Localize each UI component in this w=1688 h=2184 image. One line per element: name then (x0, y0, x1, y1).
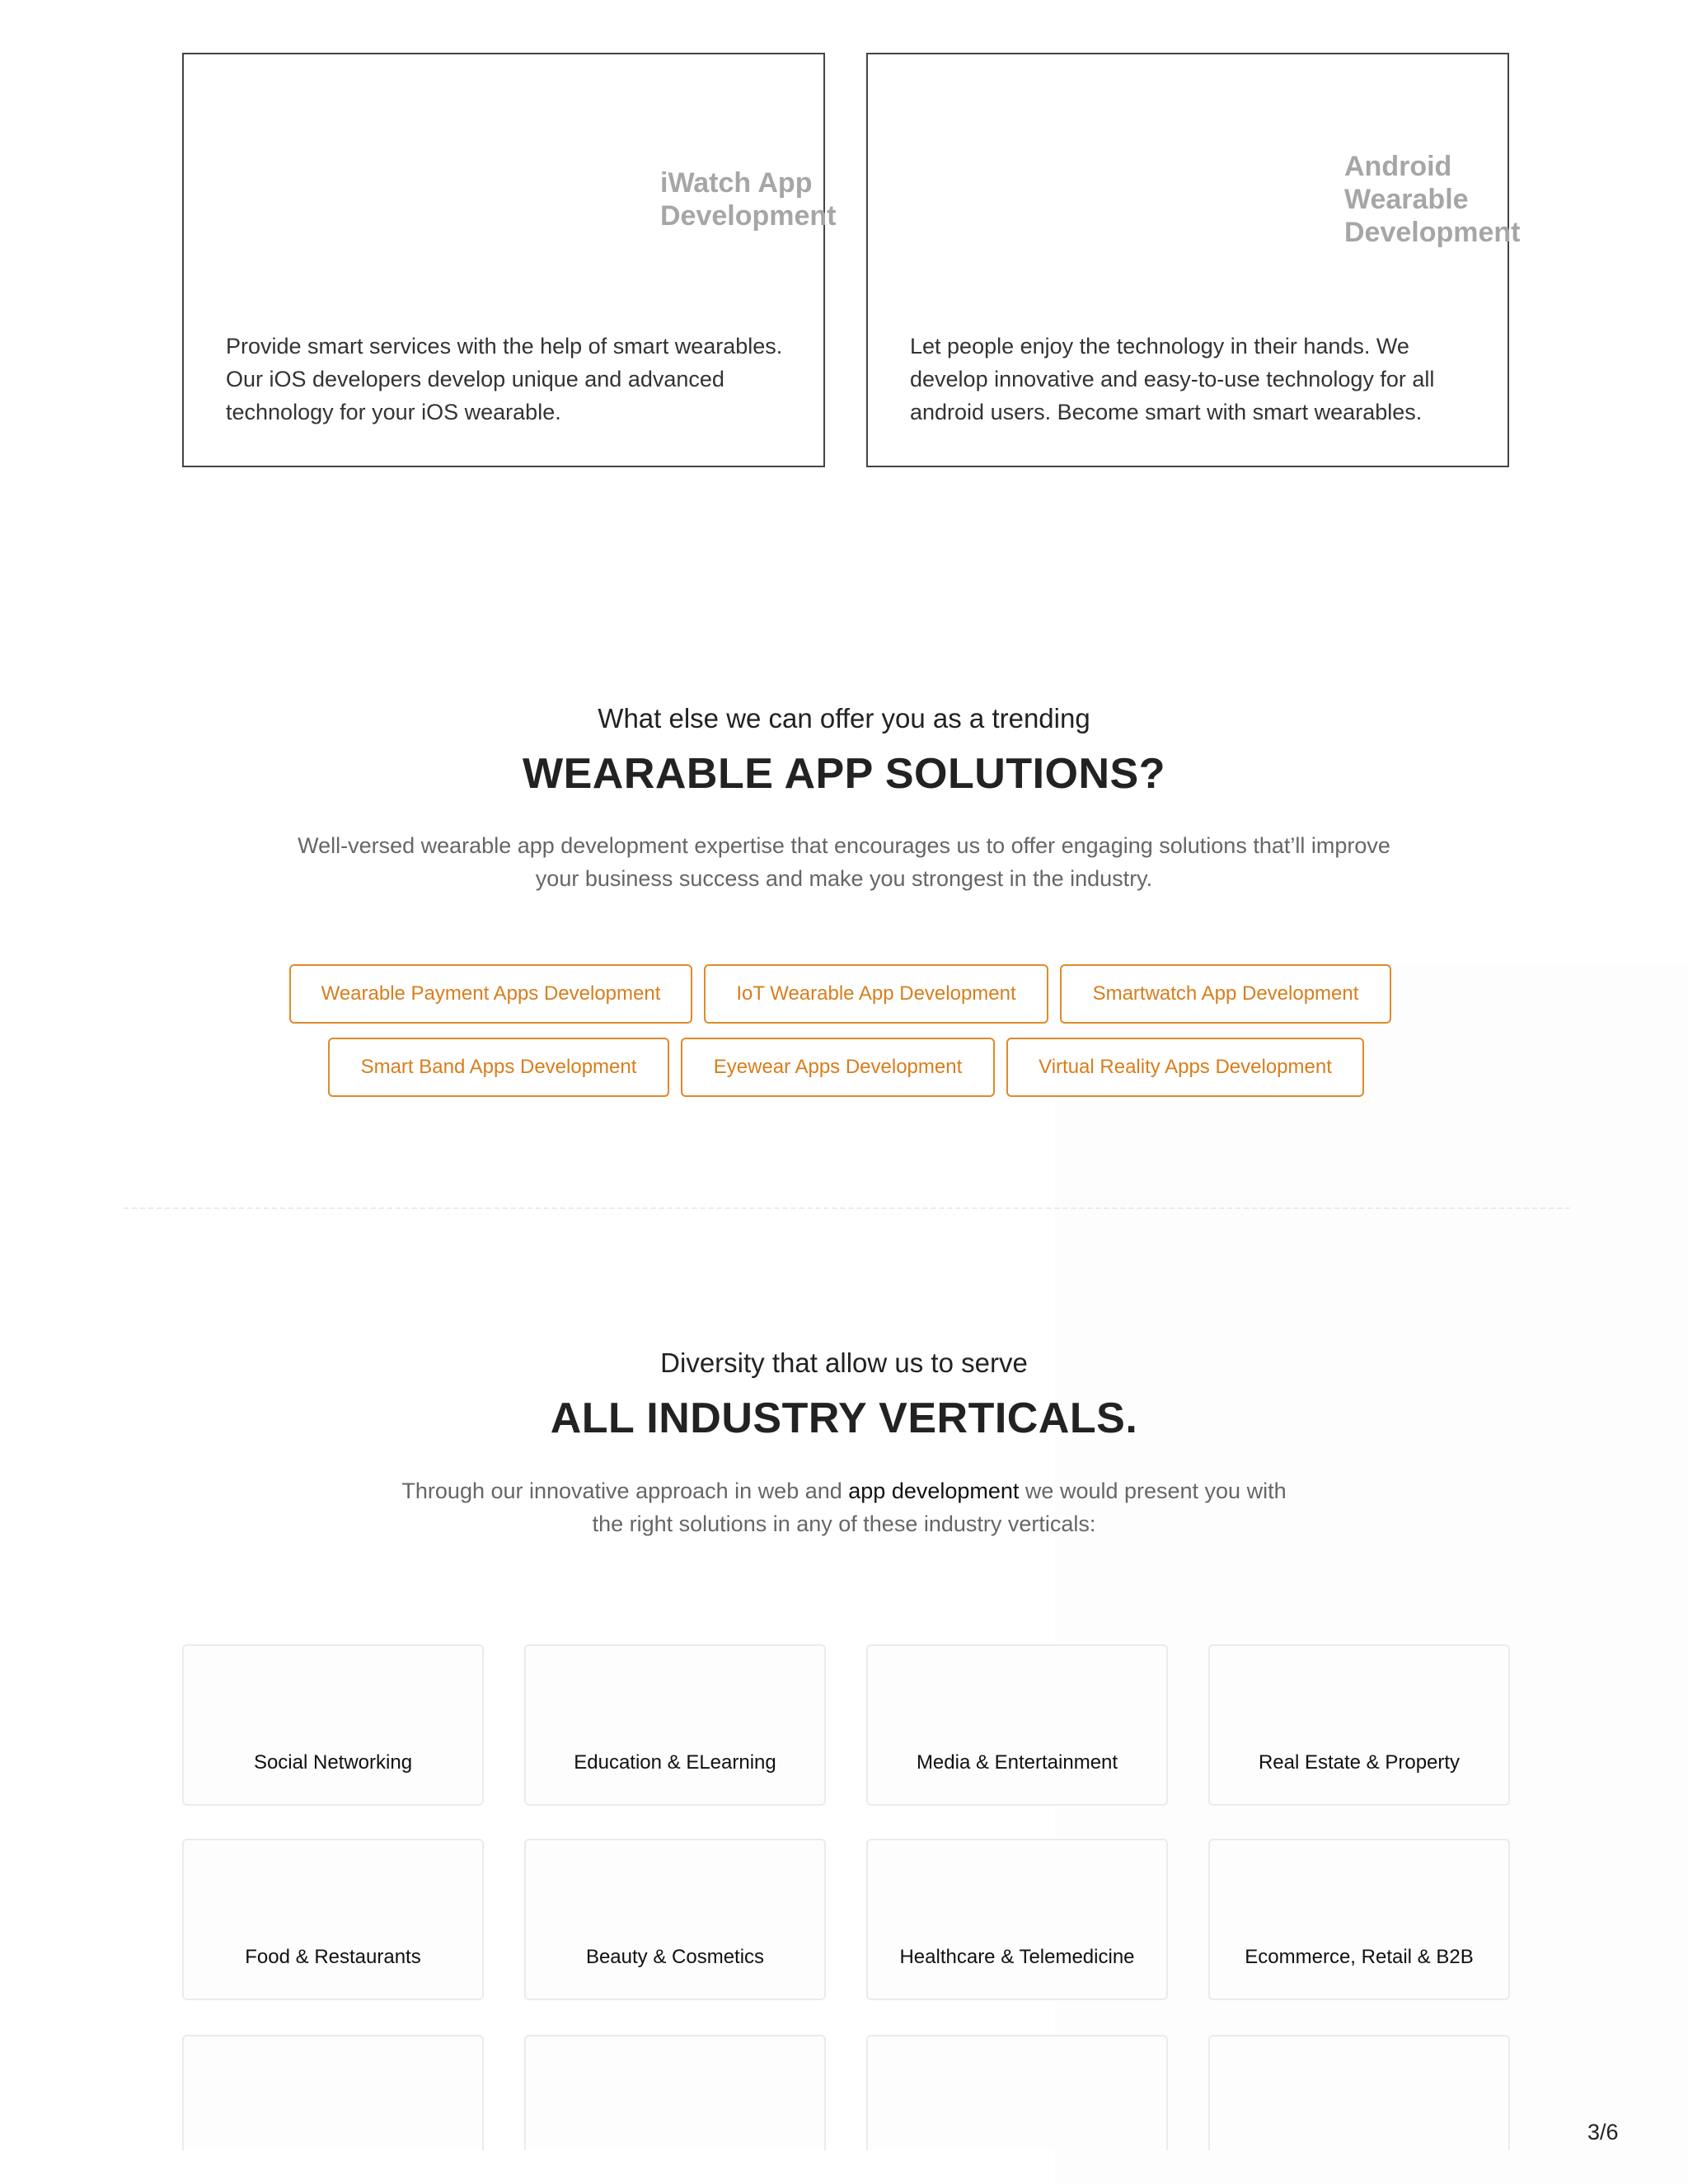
industry-tile-beauty[interactable] (524, 1839, 826, 2000)
solutions-paragraph (0, 829, 1688, 895)
solution-pill-wearable-payment[interactable]: Wearable Payment Apps Development (289, 964, 692, 1024)
iwatch-card-title: iWatch App Development (660, 167, 837, 232)
industries-paragraph (0, 1474, 1688, 1540)
page-number: 3/6 (1587, 2120, 1619, 2144)
industries-paragraph-post: we would present you with (1019, 1479, 1287, 1503)
industry-tile-label: Real Estate & Property (1258, 1751, 1461, 1774)
solution-pill-iot-wearable[interactable]: IoT Wearable App Development (704, 964, 1048, 1024)
industry-tile-social-networking[interactable] (182, 1644, 484, 1806)
solution-pill-smartwatch[interactable]: Smartwatch App Development (1060, 964, 1391, 1024)
industries-heading: ALL INDUSTRY VERTICALS. (550, 1394, 1138, 1442)
industry-tile-label: Education & ELearning (574, 1751, 776, 1774)
industries-paragraph-pre: Through our innovative approach in web and (401, 1479, 849, 1503)
industries-paragraph-line2: the right solutions in any of these industry verticals: (592, 1511, 1096, 1536)
iwatch-card-description: Provide smart services with the help of smart wearables. Our iOS developers develop unique and advanced technology for your iOS wearable. (226, 334, 783, 424)
iwatch-card[interactable] (182, 53, 837, 467)
solutions-header (0, 702, 1688, 799)
industries-lead: Diversity that allow us to serve (660, 1347, 1028, 1378)
solution-pill-smart-band[interactable]: Smart Band Apps Development (328, 1038, 669, 1097)
solutions-heading: WEARABLE APP SOLUTIONS? (523, 750, 1165, 798)
industry-tile-media[interactable] (866, 1644, 1168, 1806)
android-wearable-card-description: Let people enjoy the technology in their hands. We develop innovative and easy-to-use technology for all android users. Become smart with smart wearables. (910, 334, 1435, 424)
app-development-link[interactable]: app development (848, 1479, 1020, 1503)
solution-pill-eyewear[interactable]: Eyewear Apps Development (681, 1038, 995, 1097)
industry-tile-ecommerce[interactable] (1208, 1839, 1510, 2000)
solutions-paragraph-line2: your business success and make you strongest in the industry. (535, 866, 1153, 891)
solution-pill-virtual-reality[interactable]: Virtual Reality Apps Development (1006, 1038, 1364, 1097)
industry-tile-label: Media & Entertainment (916, 1751, 1118, 1774)
industry-tile[interactable] (524, 2035, 826, 2150)
industry-tile-label: Beauty & Cosmetics (585, 1946, 765, 1968)
industry-tile[interactable] (866, 2035, 1168, 2150)
industry-tile[interactable] (182, 2035, 484, 2150)
solutions-paragraph-line1: Well-versed wearable app development expertise that encourages us to offer engaging solutions that’ll improve (298, 833, 1390, 858)
solutions-lead: What else we can offer you as a trending (598, 703, 1090, 733)
section-divider (124, 1207, 1570, 1209)
industry-tile-real-estate[interactable] (1208, 1644, 1510, 1806)
industry-tile-education[interactable] (524, 1644, 826, 1806)
industry-tile-healthcare[interactable] (866, 1839, 1168, 2000)
industry-tile-label: Healthcare & Telemedicine (899, 1946, 1135, 1968)
industries-paragraph-line1 (0, 1474, 1688, 1507)
android-wearable-card[interactable] (866, 53, 1521, 467)
android-wearable-card-title: Android Wearable Development (1344, 151, 1521, 248)
background-panel (1055, 964, 1688, 2184)
industry-tile-label: Food & Restaurants (245, 1946, 421, 1968)
industry-tile-label: Ecommerce, Retail & B2B (1245, 1946, 1474, 1968)
industry-tile-label: Social Networking (253, 1751, 413, 1774)
industry-tile[interactable] (1208, 2035, 1510, 2150)
industry-tile-food[interactable] (182, 1839, 484, 2000)
industries-header (0, 1347, 1688, 1444)
